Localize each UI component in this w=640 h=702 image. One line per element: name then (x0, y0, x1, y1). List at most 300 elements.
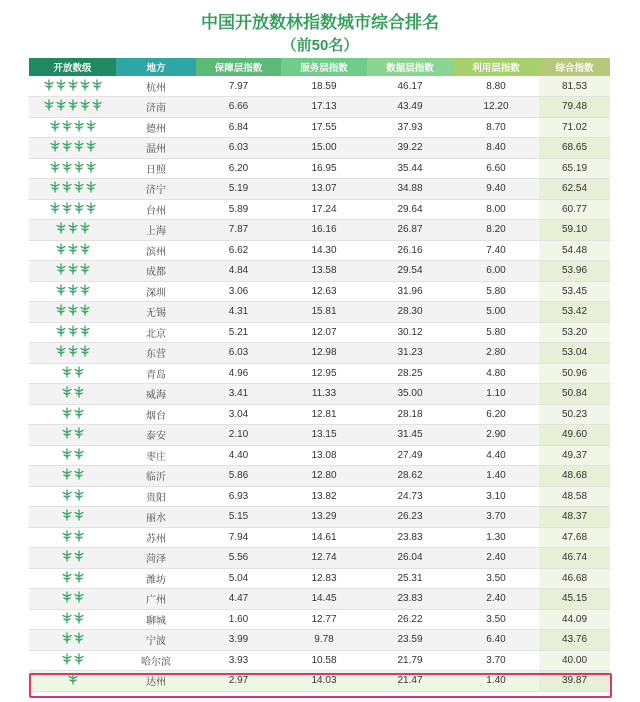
usage-index-cell: 8.70 (453, 117, 539, 138)
tree-icon (74, 653, 84, 665)
data-index-cell: 21.47 (367, 671, 453, 692)
tree-icon (74, 407, 84, 419)
header-level: 开放数级 (29, 58, 116, 76)
tree-icon (62, 632, 72, 644)
usage-index-cell: 6.00 (453, 261, 539, 282)
table-row (29, 322, 610, 343)
tree-icon (62, 530, 72, 542)
data-index-cell: 28.62 (367, 466, 453, 487)
city-cell: 深圳 (116, 281, 196, 302)
tree-icon (68, 222, 78, 234)
service-index-cell: 12.98 (281, 343, 367, 364)
tree-icon (68, 284, 78, 296)
tree-icon (56, 263, 66, 275)
table-row (29, 507, 610, 528)
tree-icon (62, 468, 72, 480)
tree-icon (56, 243, 66, 255)
service-index-cell: 14.03 (281, 671, 367, 692)
page-subtitle: （前50名） (281, 37, 359, 54)
tree-icon (62, 489, 72, 501)
table-row (29, 486, 610, 507)
level-cell (29, 199, 116, 220)
tree-icon (56, 325, 66, 337)
service-index-cell: 11.33 (281, 384, 367, 405)
guarantee-index-cell: 5.56 (196, 548, 281, 569)
usage-index-cell: 2.90 (453, 425, 539, 446)
usage-index-cell: 3.10 (453, 486, 539, 507)
usage-index-cell: 7.40 (453, 240, 539, 261)
level-cell (29, 650, 116, 671)
service-index-cell: 17.55 (281, 117, 367, 138)
level-icons (62, 612, 84, 624)
tree-icon (62, 181, 72, 193)
table-row (29, 97, 610, 118)
usage-index-cell: 3.50 (453, 609, 539, 630)
city-cell: 无锡 (116, 302, 196, 323)
table-row (29, 76, 610, 97)
tree-icon (62, 653, 72, 665)
service-index-cell: 13.29 (281, 507, 367, 528)
service-index-cell: 17.24 (281, 199, 367, 220)
data-index-cell: 37.93 (367, 117, 453, 138)
composite-index-cell: 53.45 (539, 281, 610, 302)
level-cell (29, 527, 116, 548)
service-index-cell: 13.07 (281, 179, 367, 200)
data-index-cell: 29.54 (367, 261, 453, 282)
tree-icon (80, 222, 90, 234)
tree-icon (92, 79, 102, 91)
data-index-cell: 35.44 (367, 158, 453, 179)
level-icons (50, 181, 96, 193)
tree-icon (56, 99, 66, 111)
usage-index-cell: 3.70 (453, 650, 539, 671)
tree-icon (74, 591, 84, 603)
header-usage-index: 利用层指数 (453, 58, 539, 76)
guarantee-index-cell: 4.96 (196, 363, 281, 384)
city-cell: 烟台 (116, 404, 196, 425)
city-cell: 北京 (116, 322, 196, 343)
service-index-cell: 12.83 (281, 568, 367, 589)
composite-index-cell: 53.96 (539, 261, 610, 282)
data-index-cell: 31.23 (367, 343, 453, 364)
service-index-cell: 13.58 (281, 261, 367, 282)
tree-icon (56, 79, 66, 91)
table-row (29, 220, 610, 241)
tree-icon (68, 345, 78, 357)
data-index-cell: 30.12 (367, 322, 453, 343)
tree-icon (50, 202, 60, 214)
tree-icon (62, 386, 72, 398)
composite-index-cell: 50.23 (539, 404, 610, 425)
data-index-cell: 21.79 (367, 650, 453, 671)
composite-index-cell: 48.68 (539, 466, 610, 487)
composite-index-cell: 48.37 (539, 507, 610, 528)
composite-index-cell: 48.58 (539, 486, 610, 507)
data-index-cell: 28.18 (367, 404, 453, 425)
data-index-cell: 26.87 (367, 220, 453, 241)
tree-icon (62, 140, 72, 152)
level-icons (62, 571, 84, 583)
level-icons (56, 284, 90, 296)
city-cell: 宁波 (116, 630, 196, 651)
table-row (29, 384, 610, 405)
data-index-cell: 31.96 (367, 281, 453, 302)
city-cell: 滨州 (116, 240, 196, 261)
tree-icon (62, 202, 72, 214)
data-index-cell: 28.25 (367, 363, 453, 384)
composite-index-cell: 45.15 (539, 589, 610, 610)
tree-icon (56, 345, 66, 357)
guarantee-index-cell: 6.03 (196, 343, 281, 364)
composite-index-cell: 40.00 (539, 650, 610, 671)
usage-index-cell: 4.80 (453, 363, 539, 384)
level-cell (29, 220, 116, 241)
level-cell (29, 630, 116, 651)
table-row (29, 650, 610, 671)
level-cell (29, 322, 116, 343)
service-index-cell: 12.95 (281, 363, 367, 384)
header-data-index: 数据层指数 (367, 58, 453, 76)
composite-index-cell: 49.60 (539, 425, 610, 446)
city-cell: 泰安 (116, 425, 196, 446)
level-icons (62, 550, 84, 562)
city-cell: 哈尔滨 (116, 650, 196, 671)
tree-icon (74, 202, 84, 214)
usage-index-cell: 8.40 (453, 138, 539, 159)
service-index-cell: 10.58 (281, 650, 367, 671)
city-cell: 贵阳 (116, 486, 196, 507)
usage-index-cell: 6.40 (453, 630, 539, 651)
guarantee-index-cell: 6.03 (196, 138, 281, 159)
data-index-cell: 23.59 (367, 630, 453, 651)
table-row (29, 363, 610, 384)
table-row (29, 589, 610, 610)
city-cell: 威海 (116, 384, 196, 405)
usage-index-cell: 5.80 (453, 322, 539, 343)
city-cell: 德州 (116, 117, 196, 138)
level-cell (29, 97, 116, 118)
tree-icon (62, 509, 72, 521)
table-row (29, 343, 610, 364)
guarantee-index-cell: 5.89 (196, 199, 281, 220)
usage-index-cell: 2.80 (453, 343, 539, 364)
city-cell: 达州 (116, 671, 196, 692)
city-cell: 济宁 (116, 179, 196, 200)
composite-index-cell: 53.04 (539, 343, 610, 364)
tree-icon (80, 263, 90, 275)
table-row (29, 630, 610, 651)
composite-index-cell: 71.02 (539, 117, 610, 138)
tree-icon (62, 612, 72, 624)
city-cell: 上海 (116, 220, 196, 241)
tree-icon (62, 427, 72, 439)
guarantee-index-cell: 1.60 (196, 609, 281, 630)
table-row (29, 425, 610, 446)
guarantee-index-cell: 2.10 (196, 425, 281, 446)
city-cell: 台州 (116, 199, 196, 220)
guarantee-index-cell: 4.47 (196, 589, 281, 610)
tree-icon (44, 99, 54, 111)
guarantee-index-cell: 6.20 (196, 158, 281, 179)
composite-index-cell: 46.74 (539, 548, 610, 569)
header-guarantee-index: 保障层指数 (196, 58, 281, 76)
tree-icon (68, 99, 78, 111)
tree-icon (80, 243, 90, 255)
tree-icon (68, 263, 78, 275)
service-index-cell: 14.61 (281, 527, 367, 548)
tree-icon (80, 325, 90, 337)
tree-icon (62, 161, 72, 173)
level-cell (29, 589, 116, 610)
guarantee-index-cell: 5.21 (196, 322, 281, 343)
tree-icon (62, 120, 72, 132)
composite-index-cell: 68.65 (539, 138, 610, 159)
tree-icon (62, 448, 72, 460)
level-cell (29, 466, 116, 487)
level-cell (29, 343, 116, 364)
level-icons (62, 509, 84, 521)
service-index-cell: 14.45 (281, 589, 367, 610)
city-cell: 临沂 (116, 466, 196, 487)
composite-index-cell: 49.37 (539, 445, 610, 466)
level-cell (29, 507, 116, 528)
level-cell (29, 138, 116, 159)
tree-icon (74, 120, 84, 132)
guarantee-index-cell: 3.06 (196, 281, 281, 302)
header-city: 地方 (116, 58, 196, 76)
tree-icon (74, 427, 84, 439)
usage-index-cell: 6.20 (453, 404, 539, 425)
level-cell (29, 179, 116, 200)
level-cell (29, 261, 116, 282)
level-icons (56, 304, 90, 316)
table-row (29, 117, 610, 138)
tree-icon (68, 673, 78, 685)
level-cell (29, 404, 116, 425)
city-cell: 苏州 (116, 527, 196, 548)
guarantee-index-cell: 7.87 (196, 220, 281, 241)
tree-icon (50, 120, 60, 132)
city-cell: 日照 (116, 158, 196, 179)
data-index-cell: 29.64 (367, 199, 453, 220)
table-row (29, 671, 610, 692)
composite-index-cell: 50.84 (539, 384, 610, 405)
level-cell (29, 158, 116, 179)
guarantee-index-cell: 4.84 (196, 261, 281, 282)
table-row (29, 199, 610, 220)
table-row (29, 548, 610, 569)
composite-index-cell: 43.76 (539, 630, 610, 651)
tree-icon (68, 79, 78, 91)
composite-index-cell: 47.68 (539, 527, 610, 548)
data-index-cell: 23.83 (367, 589, 453, 610)
tree-icon (80, 284, 90, 296)
level-icons (62, 427, 84, 439)
guarantee-index-cell: 4.31 (196, 302, 281, 323)
composite-index-cell: 62.54 (539, 179, 610, 200)
tree-icon (62, 571, 72, 583)
tree-icon (62, 407, 72, 419)
usage-index-cell: 3.70 (453, 507, 539, 528)
composite-index-cell: 53.20 (539, 322, 610, 343)
guarantee-index-cell: 5.04 (196, 568, 281, 589)
data-index-cell: 26.16 (367, 240, 453, 261)
level-icons (62, 366, 84, 378)
table-row (29, 179, 610, 200)
composite-index-cell: 65.19 (539, 158, 610, 179)
composite-index-cell: 46.68 (539, 568, 610, 589)
usage-index-cell: 1.40 (453, 671, 539, 692)
guarantee-index-cell: 6.62 (196, 240, 281, 261)
city-cell: 聊城 (116, 609, 196, 630)
usage-index-cell: 8.00 (453, 199, 539, 220)
header-service-index: 服务层指数 (281, 58, 367, 76)
data-index-cell: 27.49 (367, 445, 453, 466)
table-row (29, 138, 610, 159)
guarantee-index-cell: 7.94 (196, 527, 281, 548)
tree-icon (74, 181, 84, 193)
table-row (29, 568, 610, 589)
guarantee-index-cell: 2.97 (196, 671, 281, 692)
service-index-cell: 9.78 (281, 630, 367, 651)
level-cell (29, 281, 116, 302)
tree-icon (86, 202, 96, 214)
guarantee-index-cell: 6.66 (196, 97, 281, 118)
level-icons (62, 530, 84, 542)
level-cell (29, 425, 116, 446)
usage-index-cell: 2.40 (453, 589, 539, 610)
usage-index-cell: 4.40 (453, 445, 539, 466)
service-index-cell: 18.59 (281, 76, 367, 97)
guarantee-index-cell: 5.86 (196, 466, 281, 487)
city-cell: 成都 (116, 261, 196, 282)
level-icons (56, 222, 90, 234)
city-cell: 菏泽 (116, 548, 196, 569)
level-icons (50, 120, 96, 132)
tree-icon (50, 161, 60, 173)
guarantee-index-cell: 3.41 (196, 384, 281, 405)
usage-index-cell: 6.60 (453, 158, 539, 179)
usage-index-cell: 5.80 (453, 281, 539, 302)
composite-index-cell: 79.48 (539, 97, 610, 118)
ranking-table (29, 58, 610, 692)
tree-icon (56, 304, 66, 316)
table-row (29, 527, 610, 548)
data-index-cell: 26.23 (367, 507, 453, 528)
table-row (29, 240, 610, 261)
tree-icon (74, 530, 84, 542)
composite-index-cell: 44.09 (539, 609, 610, 630)
tree-icon (74, 632, 84, 644)
tree-icon (74, 448, 84, 460)
header-composite-index: 综合指数 (539, 58, 610, 76)
tree-icon (68, 325, 78, 337)
level-cell (29, 363, 116, 384)
usage-index-cell: 3.50 (453, 568, 539, 589)
usage-index-cell: 2.40 (453, 548, 539, 569)
tree-icon (44, 79, 54, 91)
service-index-cell: 12.77 (281, 609, 367, 630)
service-index-cell: 13.82 (281, 486, 367, 507)
city-cell: 济南 (116, 97, 196, 118)
page-title: 中国开放数林指数城市综合排名 (201, 13, 439, 32)
tree-icon (74, 550, 84, 562)
level-icons (62, 591, 84, 603)
usage-index-cell: 8.80 (453, 76, 539, 97)
composite-index-cell: 39.87 (539, 671, 610, 692)
tree-icon (62, 591, 72, 603)
level-icons (62, 448, 84, 460)
table-row (29, 302, 610, 323)
composite-index-cell: 60.77 (539, 199, 610, 220)
level-icons (44, 99, 102, 111)
service-index-cell: 15.00 (281, 138, 367, 159)
tree-icon (74, 468, 84, 480)
level-icons (62, 489, 84, 501)
tree-icon (86, 140, 96, 152)
composite-index-cell: 53.42 (539, 302, 610, 323)
level-cell (29, 117, 116, 138)
tree-icon (50, 140, 60, 152)
table-header-row (29, 58, 610, 76)
service-index-cell: 14.30 (281, 240, 367, 261)
tree-icon (62, 366, 72, 378)
data-index-cell: 25.31 (367, 568, 453, 589)
service-index-cell: 12.63 (281, 281, 367, 302)
usage-index-cell: 1.40 (453, 466, 539, 487)
composite-index-cell: 50.96 (539, 363, 610, 384)
usage-index-cell: 1.10 (453, 384, 539, 405)
city-cell: 枣庄 (116, 445, 196, 466)
table-row (29, 609, 610, 630)
city-cell: 青岛 (116, 363, 196, 384)
level-icons (56, 345, 90, 357)
data-index-cell: 31.45 (367, 425, 453, 446)
level-icons (62, 632, 84, 644)
data-index-cell: 28.30 (367, 302, 453, 323)
usage-index-cell: 5.00 (453, 302, 539, 323)
service-index-cell: 13.15 (281, 425, 367, 446)
service-index-cell: 17.13 (281, 97, 367, 118)
tree-icon (56, 284, 66, 296)
city-cell: 丽水 (116, 507, 196, 528)
level-cell (29, 486, 116, 507)
city-cell: 广州 (116, 589, 196, 610)
data-index-cell: 35.00 (367, 384, 453, 405)
level-cell (29, 671, 116, 692)
level-icons (50, 140, 96, 152)
usage-index-cell: 8.20 (453, 220, 539, 241)
level-cell (29, 568, 116, 589)
level-icons (44, 79, 102, 91)
tree-icon (80, 345, 90, 357)
level-icons (56, 243, 90, 255)
data-index-cell: 46.17 (367, 76, 453, 97)
table-row (29, 404, 610, 425)
city-cell: 东营 (116, 343, 196, 364)
tree-icon (86, 181, 96, 193)
tree-icon (80, 304, 90, 316)
table-row (29, 261, 610, 282)
composite-index-cell: 59.10 (539, 220, 610, 241)
data-index-cell: 26.22 (367, 609, 453, 630)
usage-index-cell: 12.20 (453, 97, 539, 118)
tree-icon (68, 243, 78, 255)
tree-icon (74, 612, 84, 624)
level-cell (29, 302, 116, 323)
tree-icon (74, 140, 84, 152)
level-cell (29, 240, 116, 261)
